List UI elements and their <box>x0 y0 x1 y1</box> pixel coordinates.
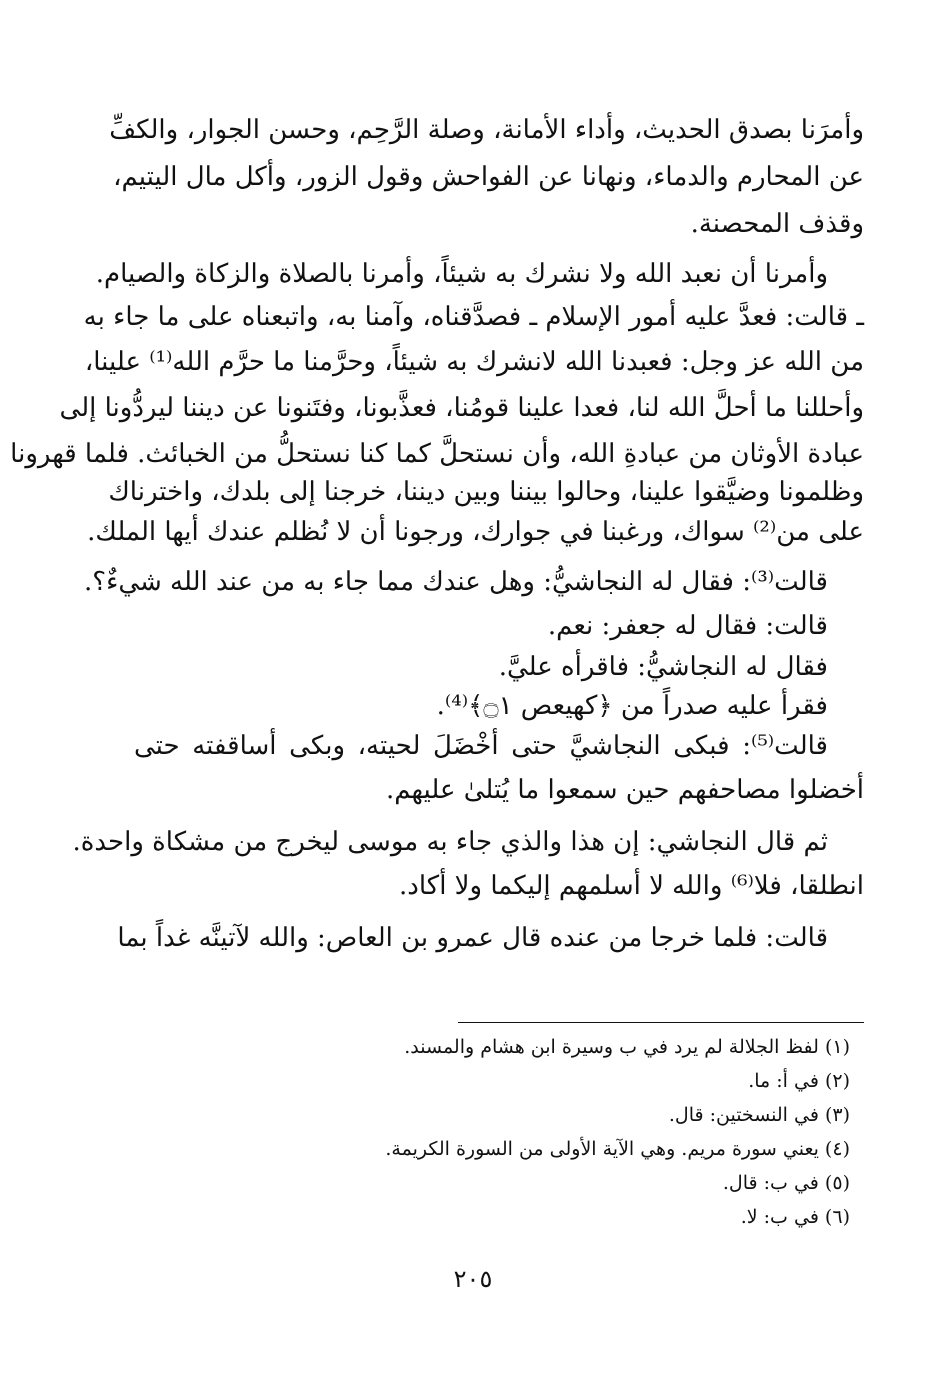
body-line: عن المحارم والدماء، ونهانا عن الفواحش وقول الزور، وأكل مال اليتيم، <box>113 162 864 192</box>
body-line: وأمرَنا بصدق الحديث، وأداء الأمانة، وصلة الرَّحِم، وحسن الجوار، والكفِّ <box>109 115 864 145</box>
footnote: (٥) في ب: قال. <box>722 1172 850 1194</box>
body-line: عبادة الأوثان من عبادةِ الله، وأن نستحلَّ كما كنا نستحلُّ من الخبائث. فلما قهرونا <box>10 439 864 469</box>
body-line: من الله عز وجل: فعبدنا الله لانشرك به شيئاً، وحرَّمنا ما حرَّم الله⁽¹⁾ علينا، <box>84 347 864 377</box>
body-line: وقذف المحصنة. <box>690 209 864 239</box>
footnote: (٣) في النسختين: قال. <box>668 1104 850 1126</box>
body-line: قالت⁽³⁾: فقال له النجاشيُّ: وهل عندك مما جاء به من عند الله شيءٌ؟. <box>84 567 828 597</box>
footnote: (٢) في أ: ما. <box>748 1070 850 1092</box>
body-line: قالت: فلما خرجا من عنده قال عمرو بن العاص: والله لآتينَّه غداً بما <box>117 923 828 953</box>
footnote: (٦) في ب: لا. <box>740 1206 850 1228</box>
body-line: وأحللنا ما أحلَّ الله لنا، فعدا علينا قومُنا، فعذَّبونا، وفتَنونا عن ديننا ليردُّونا إلى <box>59 393 864 423</box>
body-line: فقال له النجاشيُّ: فاقرأه عليَّ. <box>498 652 828 682</box>
body-line: ـ قالت: فعدَّ عليه أمور الإسلام ـ فصدَّقناه، وآمنا به، واتبعناه على ما جاء به <box>83 302 864 332</box>
body-line: قالت⁽⁵⁾: فبكى النجاشيَّ حتى أخْضَلَ لحيته، وبكى أساقفته حتى <box>134 731 828 761</box>
footnote-separator <box>458 1022 864 1023</box>
body-line: قالت: فقال له جعفر: نعم. <box>547 611 828 641</box>
footnote: (١) لفظ الجلالة لم يرد في ب وسيرة ابن هشام والمسند. <box>404 1036 850 1058</box>
body-line: انطلقا، فلا⁽⁶⁾ والله لا أسلمهم إليكما ولا أكاد. <box>399 871 864 901</box>
footnote: (٤) يعني سورة مريم. وهي الآية الأولى من السورة الكريمة. <box>385 1138 850 1160</box>
body-line: وأمرنا أن نعبد الله ولا نشرك به شيئاً، وأمرنا بالصلاة والزكاة والصيام. <box>95 259 828 289</box>
page-number: ٢٠٥ <box>453 1265 493 1293</box>
body-line: أخضلوا مصاحفهم حين سمعوا ما يُتلىٰ عليهم. <box>385 775 864 805</box>
quran-quote-line: فقرأ عليه صدراً من ﴿كهيعص ۝١﴾⁽⁴⁾. <box>436 691 828 721</box>
body-line: على من⁽²⁾ سواك، ورغبنا في جوارك، ورجونا أن لا نُظلم عندك أيها الملك. <box>87 517 864 547</box>
body-line: وظلمونا وضيَّقوا علينا، وحالوا بيننا وبين ديننا، خرجنا إلى بلدك، واخترناك <box>108 477 864 507</box>
body-line: ثم قال النجاشي: إن هذا والذي جاء به موسى ليخرج من مشكاة واحدة. <box>72 827 828 857</box>
